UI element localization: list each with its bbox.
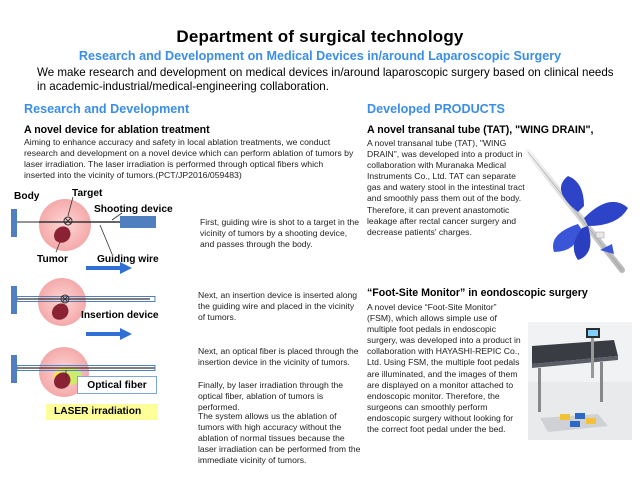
- tat-description: A novel transanal tube (TAT), "WING DRAIN", was developed into a product in collaboration with Muranaka Medical Instruments Co., Ltd. TAT can separate gas and watery stool in the intestinal tract and smoothly pass them out of the body. Therefore, it can prevent anastomotic leakage after rectal cancer surgery and decrease patients' charges.: [367, 138, 525, 237]
- ablation-device-title: A novel device for ablation treatment: [24, 124, 210, 136]
- body-wall-marker: [11, 355, 17, 383]
- ablation-device-description: Aiming to enhance accuracy and safety in local ablation treatments, we conduct research and development on a novel device which can perform ablation of tumors by laser irradiation. The laser irradiation is performed through optical fibers which inserted into the vicinity of tumors.(PCT/JP2016/059483): [24, 137, 354, 180]
- step-description-2: Next, an insertion device is inserted along the guiding wire and placed in the vicinity of tumors.: [198, 290, 358, 322]
- wing-drain-image: [528, 152, 628, 270]
- label-tumor: Tumor: [37, 254, 68, 265]
- label-guiding-wire: Guiding wire: [97, 254, 159, 265]
- step-description-5: The system allows us the ablation of tumors with high accuracy without the ablation of normal tissues because the laser irradiation can be performed from the immediate vicinity of tumors.: [198, 411, 361, 465]
- label-insertion-device: Insertion device: [81, 310, 159, 321]
- page-subtitle: Research and Development on Medical Devices in/around Laparoscopic Surgery: [78, 49, 562, 63]
- label-body: Body: [14, 191, 40, 202]
- label-target: Target: [72, 188, 103, 199]
- tat-title: A novel transanal tube (TAT), "WING DRAIN",: [367, 124, 594, 136]
- shooting-device: [120, 216, 156, 228]
- body-circle: [39, 199, 91, 251]
- step-description-3: Next, an optical fiber is placed through the insertion device in the vicinity of tumors.: [198, 346, 359, 367]
- foot-site-monitor-image: [528, 322, 632, 440]
- label-laser-irradiation: LASER irradiation: [46, 404, 158, 420]
- fsm-title: “Foot-Site Monitor” in eondoscopic surgery: [367, 287, 588, 299]
- step-description-1: First, guiding wire is shot to a target in the vicinity of tumors by a shooting device, and passes through the body.: [200, 217, 360, 249]
- section-heading-products: Developed PRODUCTS: [367, 102, 505, 116]
- label-optical-fiber: Optical fiber: [77, 376, 157, 394]
- down-arrow-icon: [86, 328, 132, 340]
- label-shooting-device: Shooting device: [94, 204, 173, 215]
- page-intro: We make research and development on medical devices in/around laparoscopic surgery based on clinical needs in academic-industrial/medical-engineering collaboration.: [37, 66, 614, 93]
- page-title: Department of surgical technology: [176, 27, 464, 46]
- section-heading-research: Research and Development: [24, 102, 190, 116]
- step-description-4: Finally, by laser irradiation through the optical fiber, ablation of tumors is performed.: [198, 380, 344, 412]
- body-wall-marker: [11, 286, 17, 314]
- body-wall-marker: [11, 209, 17, 237]
- fsm-description: A novel device “Foot-Site Monitor” (FSM), which allows simple use of multiple foot pedals in endoscopic surgery, was developed into a product in collaboration with HAYASHI-REPIC Co., Ltd. Using FSM, the multiple foot pedals are illuminated, and the images of them are displayed on a monitor attached to endoscopic monitor. Therefore, the surgeons can smoothly perform endoscopic surgery without looking for the correct foot pedal under the bed.: [367, 302, 521, 435]
